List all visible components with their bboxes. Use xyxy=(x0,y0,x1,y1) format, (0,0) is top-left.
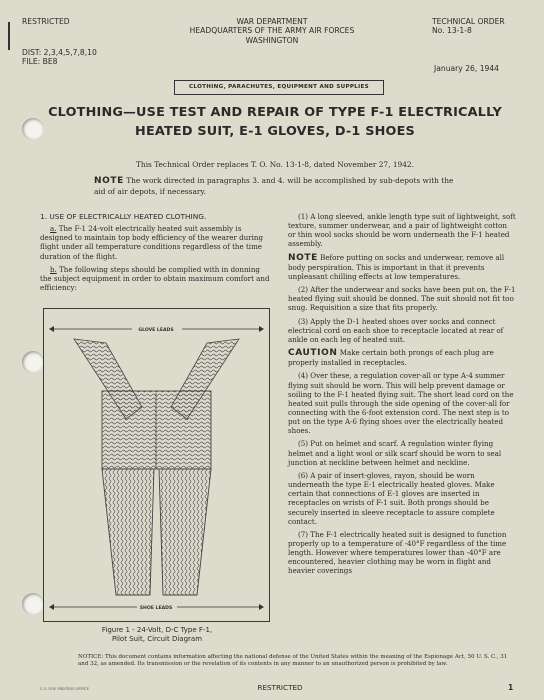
file-line: FILE: BE8 xyxy=(22,57,58,67)
header-headquarters: HEADQUARTERS OF THE ARMY AIR FORCES xyxy=(189,26,355,36)
document-title xyxy=(40,103,510,141)
replaces-notice: This Technical Order replaces T. O. No. 13-1-8, dated November 27, 1942. xyxy=(136,160,414,169)
right-note xyxy=(288,253,516,281)
issue-date: January 26, 1944 xyxy=(434,64,500,73)
category-box: CLOTHING, PARACHUTES, EQUIPMENT AND SUPPLIES xyxy=(174,80,384,95)
header-department: WAR DEPARTMENT xyxy=(236,17,308,26)
step-1: (1) A long sleeved, ankle length type suit of lightweight, soft texture, summer underwear, and a pair of lightweight cotton or thin wool socks should be worn underneath the F-1 heated assembly. xyxy=(288,212,516,249)
figure-caption xyxy=(46,626,268,644)
header-city: WASHINGTON xyxy=(245,35,299,45)
shoe-leads-label: SHOE LEADS xyxy=(139,606,173,611)
section-heading: 1. USE OF ELECTRICALLY HEATED CLOTHING. xyxy=(40,212,207,221)
printing-office-mark: U. S. GOV. PRINTING OFFICE xyxy=(40,687,89,691)
caution-block xyxy=(288,348,516,367)
step-2: (2) After the underwear and socks have been put on, the F-1 heated flying suit should be donned. The suit should not fit too snug. Requisition a size that fits properly. xyxy=(288,285,516,313)
right-column xyxy=(288,212,516,580)
paragraph-a-text: The F-1 24-volt electrically heated suit assembly is designed to maintain top body efficiency of the wearer during flight under all temperature conditions regardless of the time duration of the flight. xyxy=(40,224,264,261)
header-center xyxy=(160,17,384,45)
punch-hole-bottom xyxy=(22,593,44,615)
note-text: The work directed in paragraphs 3. and 4. will be accomplished by sub-depots with the aid of air depots, if necessary. xyxy=(94,176,454,196)
dist-line: DIST: 2,3,4,5,7,8,10 xyxy=(22,48,97,57)
right-note-label: NOTE xyxy=(288,252,318,263)
distribution-block xyxy=(22,48,97,67)
caution-label: CAUTION xyxy=(288,348,338,359)
paragraph-b-label: b. xyxy=(50,264,57,274)
note-label: NOTE xyxy=(94,176,124,186)
caption-line-2: Pilot Suit, Circuit Diagram xyxy=(111,635,203,643)
title-line-2: HEATED SUIT, E-1 GLOVES, D-1 SHOES xyxy=(135,124,415,139)
header-technical-order: TECHNICAL ORDER xyxy=(432,17,505,26)
circuit-diagram-svg xyxy=(44,309,269,621)
step-3: (3) Apply the D-1 heated shoes over socks and connect electrical cord on each shoe to receptacle located at rear of ankle on each leg of heated suit. xyxy=(288,316,504,344)
paragraph-b-text: The following steps should be complied with in donning the subject equipment in order to obtain maximum comfort and efficiency: xyxy=(40,264,270,293)
paragraph-a xyxy=(40,224,272,261)
header-right xyxy=(432,17,505,36)
header-order-number: No. 13-1-8 xyxy=(432,26,472,36)
left-column xyxy=(40,212,272,296)
step-7: (7) The F-1 electrically heated suit is designed to function properly up to a temperature of -40°F regardless of the time length. However where temperatures lower than -40°F are encountered, heavier clothing may be worn in flight and heavier coverings xyxy=(288,529,507,576)
caution-text: Make certain both prongs of each plug are properly installed in receptacles. xyxy=(288,348,494,368)
left-leg-circuit xyxy=(102,469,154,595)
top-note xyxy=(94,176,454,196)
espionage-notice: NOTICE: This document contains information affecting the national defense of the United States within the meaning of the Espionage Act, 50 U. S. C., 31 and 32, as amended. Its transmission or the revelation of its contents in any manner to an unauthorized person is prohibited by law. xyxy=(78,654,508,667)
title-line-1: CLOTHING—USE TEST AND REPAIR OF TYPE F-1 ELECTRICALLY xyxy=(48,105,502,120)
step-4: (4) Over these, a regulation cover-all or type A-4 summer flying suit should be worn. This will help prevent damage or soiling to the F-1 heated flying suit. The short lead cord on the heated suit pulls through the side opening of the cover-all for connecting with the 6-foot extension cord. The next step is to put on the type A-6 flying shoes over the electrically heated shoes. xyxy=(288,371,514,436)
glove-leads-label: GLOVE LEADS xyxy=(138,328,174,333)
circuit-diagram-figure xyxy=(43,308,270,622)
punch-hole-middle xyxy=(22,351,44,373)
step-6: (6) A pair of insert-gloves, rayon, should be worn underneath the type E-1 electrically heated gloves. Make certain that connections of E-1 gloves are inserted in receptacles on wrists of F-1 suit. Both prongs should be securely inserted in sleeve receptacle to assure complete contact. xyxy=(288,470,495,526)
right-note-text: Before putting on socks and underwear, remove all body perspiration. This is important in that it prevents unpleasant chilling effects at low temperatures. xyxy=(288,252,505,281)
margin-bar xyxy=(8,22,10,50)
paragraph-b xyxy=(40,265,272,292)
paragraph-a-label: a. xyxy=(50,224,57,234)
footer-restricted: RESTRICTED xyxy=(257,683,303,692)
torso-circuit xyxy=(102,391,211,469)
step-5: (5) Put on helmet and scarf. A regulation winter flying helmet and a light wool or silk scarf should be worn to seal junction at neckline between helmet and neckline. xyxy=(288,439,502,467)
page-number: 1 xyxy=(508,683,514,692)
caption-line-1: Figure 1 - 24-Volt, D-C Type F-1, xyxy=(101,626,213,634)
header-restricted: RESTRICTED xyxy=(22,17,70,26)
right-leg-circuit xyxy=(159,469,211,595)
